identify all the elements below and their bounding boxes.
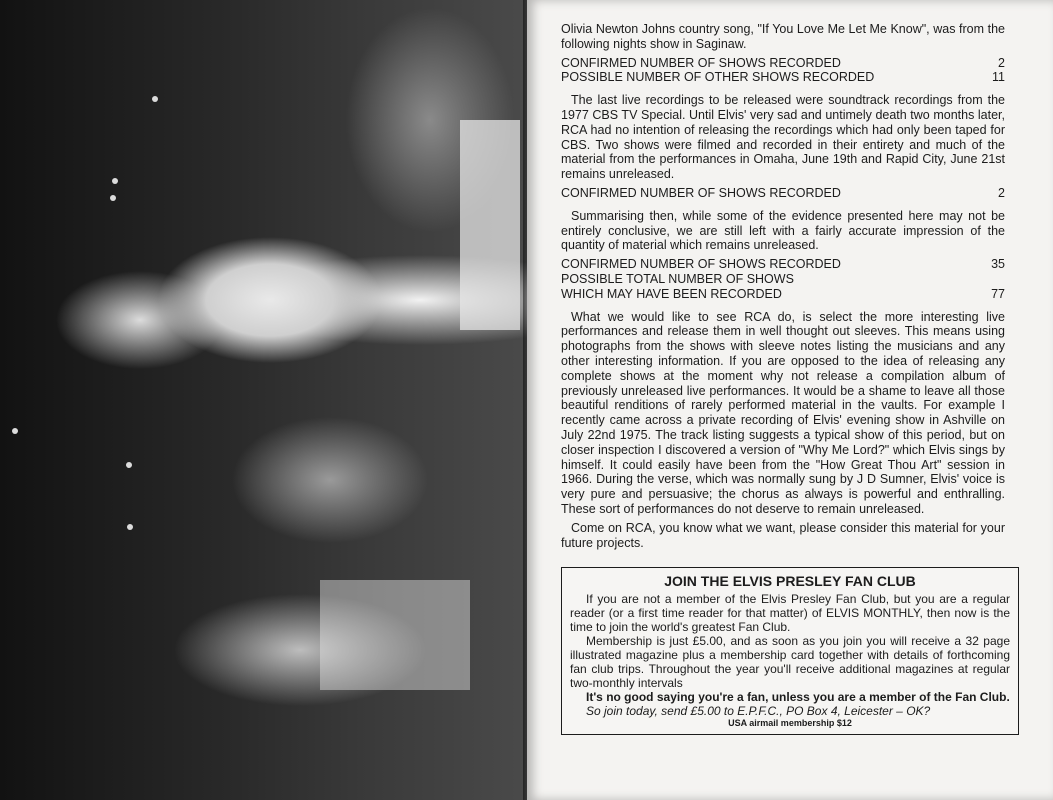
stat-row: CONFIRMED NUMBER OF SHOWS RECORDED 2 [561,185,1005,200]
fan-club-slogan: It's no good saying you're a fan, unless you are a member of the Fan Club. [586,690,1010,704]
stat-row: POSSIBLE NUMBER OF OTHER SHOWS RECORDED 11 [561,70,1005,85]
article-column [561,22,1005,554]
light-glint [152,96,158,102]
light-glint [112,178,118,184]
body-paragraph: What we would like to see RCA do, is select the more interesting live performances and release them in well thought out sleeves. This means using photographs from the shows with sleeve notes listing the musicians and any other interesting information. If you are opposed to the idea of releasing any complete shows at the moment why not release a compilation album of previously unreleased live performances. It would be a shame to leave all those beautiful renditions of rarely performed material in the vaults. For example I recently came across a private recording of Elvis' evening show in Ashville on July 22nd 1975. The track listing suggests a typical show of this period, but on closer inspection I discovered a version of "Why Me Lord?" which Elvis sings by himself. It could easily have been from the "How Great Thou Art" session in 1966. During the verse, which was normally sung by J D Sumner, Elvis' voice is very pure and persuasive; the chorus as always is powerful and enthralling. These sort of performances do not deserve to remain unreleased. [561,309,1005,516]
light-glint [126,462,132,468]
intro-paragraph: Olivia Newton Johns country song, "If You Love Me Let Me Know", was from the following nights show in Saginaw. [561,22,1005,51]
usa-membership-note: USA airmail membership $12 [728,718,852,728]
stats-group-3 [561,257,1005,301]
stat-row: CONFIRMED NUMBER OF SHOWS RECORDED 35 [561,257,1005,272]
fan-club-paragraph: If you are not a member of the Elvis Presley Fan Club, but you are a regular reader (or a first time reader for that matter) of ELVIS MONTHLY, then now is the time to join the world's greatest Fan Club. [570,592,1010,634]
fan-club-paragraph: Membership is just £5.00, and as soon as you join you will receive a 32 page illustrated magazine plus a membership card together with details of forthcoming fan club trips. Throughout the year you'll receive additional magazines at regular two-monthly intervals [570,634,1010,690]
text-page [527,0,1053,800]
body-paragraph: The last live recordings to be released were soundtrack recordings from the 1977 CBS TV Special. Until Elvis' very sad and untimely death two months later, RCA had no intention of releasing the recordings which had only been taped for CBS. Two shows were filmed and recorded in their entirety and much of the material from the performances in Omaha, June 19th and Rapid City, June 21st remains unreleased. [561,93,1005,182]
light-glint [110,195,116,201]
fan-club-box [561,567,1019,735]
body-paragraph: Summarising then, while some of the evidence presented here may not be entirely conclusive, we are still left with a fairly accurate impression of the quantity of material which remains unreleased. [561,208,1005,253]
stat-row: CONFIRMED NUMBER OF SHOWS RECORDED 2 [561,55,1005,70]
light-glint [127,524,133,530]
closing-paragraph: Come on RCA, you know what we want, please consider this material for your future projects. [561,520,1005,550]
stat-row: WHICH MAY HAVE BEEN RECORDED 77 [561,286,1005,301]
photo-highlight [460,120,520,330]
fan-club-title: JOIN THE ELVIS PRESLEY FAN CLUB [664,573,916,589]
light-glint [12,428,18,434]
stat-row: POSSIBLE TOTAL NUMBER OF SHOWS [561,271,794,286]
photo-highlight [320,580,470,690]
stats-group-1 [561,56,1005,86]
stats-group-2 [561,186,1005,201]
fan-club-address: So join today, send £5.00 to E.P.F.C., PO Box 4, Leicester – OK? [586,704,931,718]
